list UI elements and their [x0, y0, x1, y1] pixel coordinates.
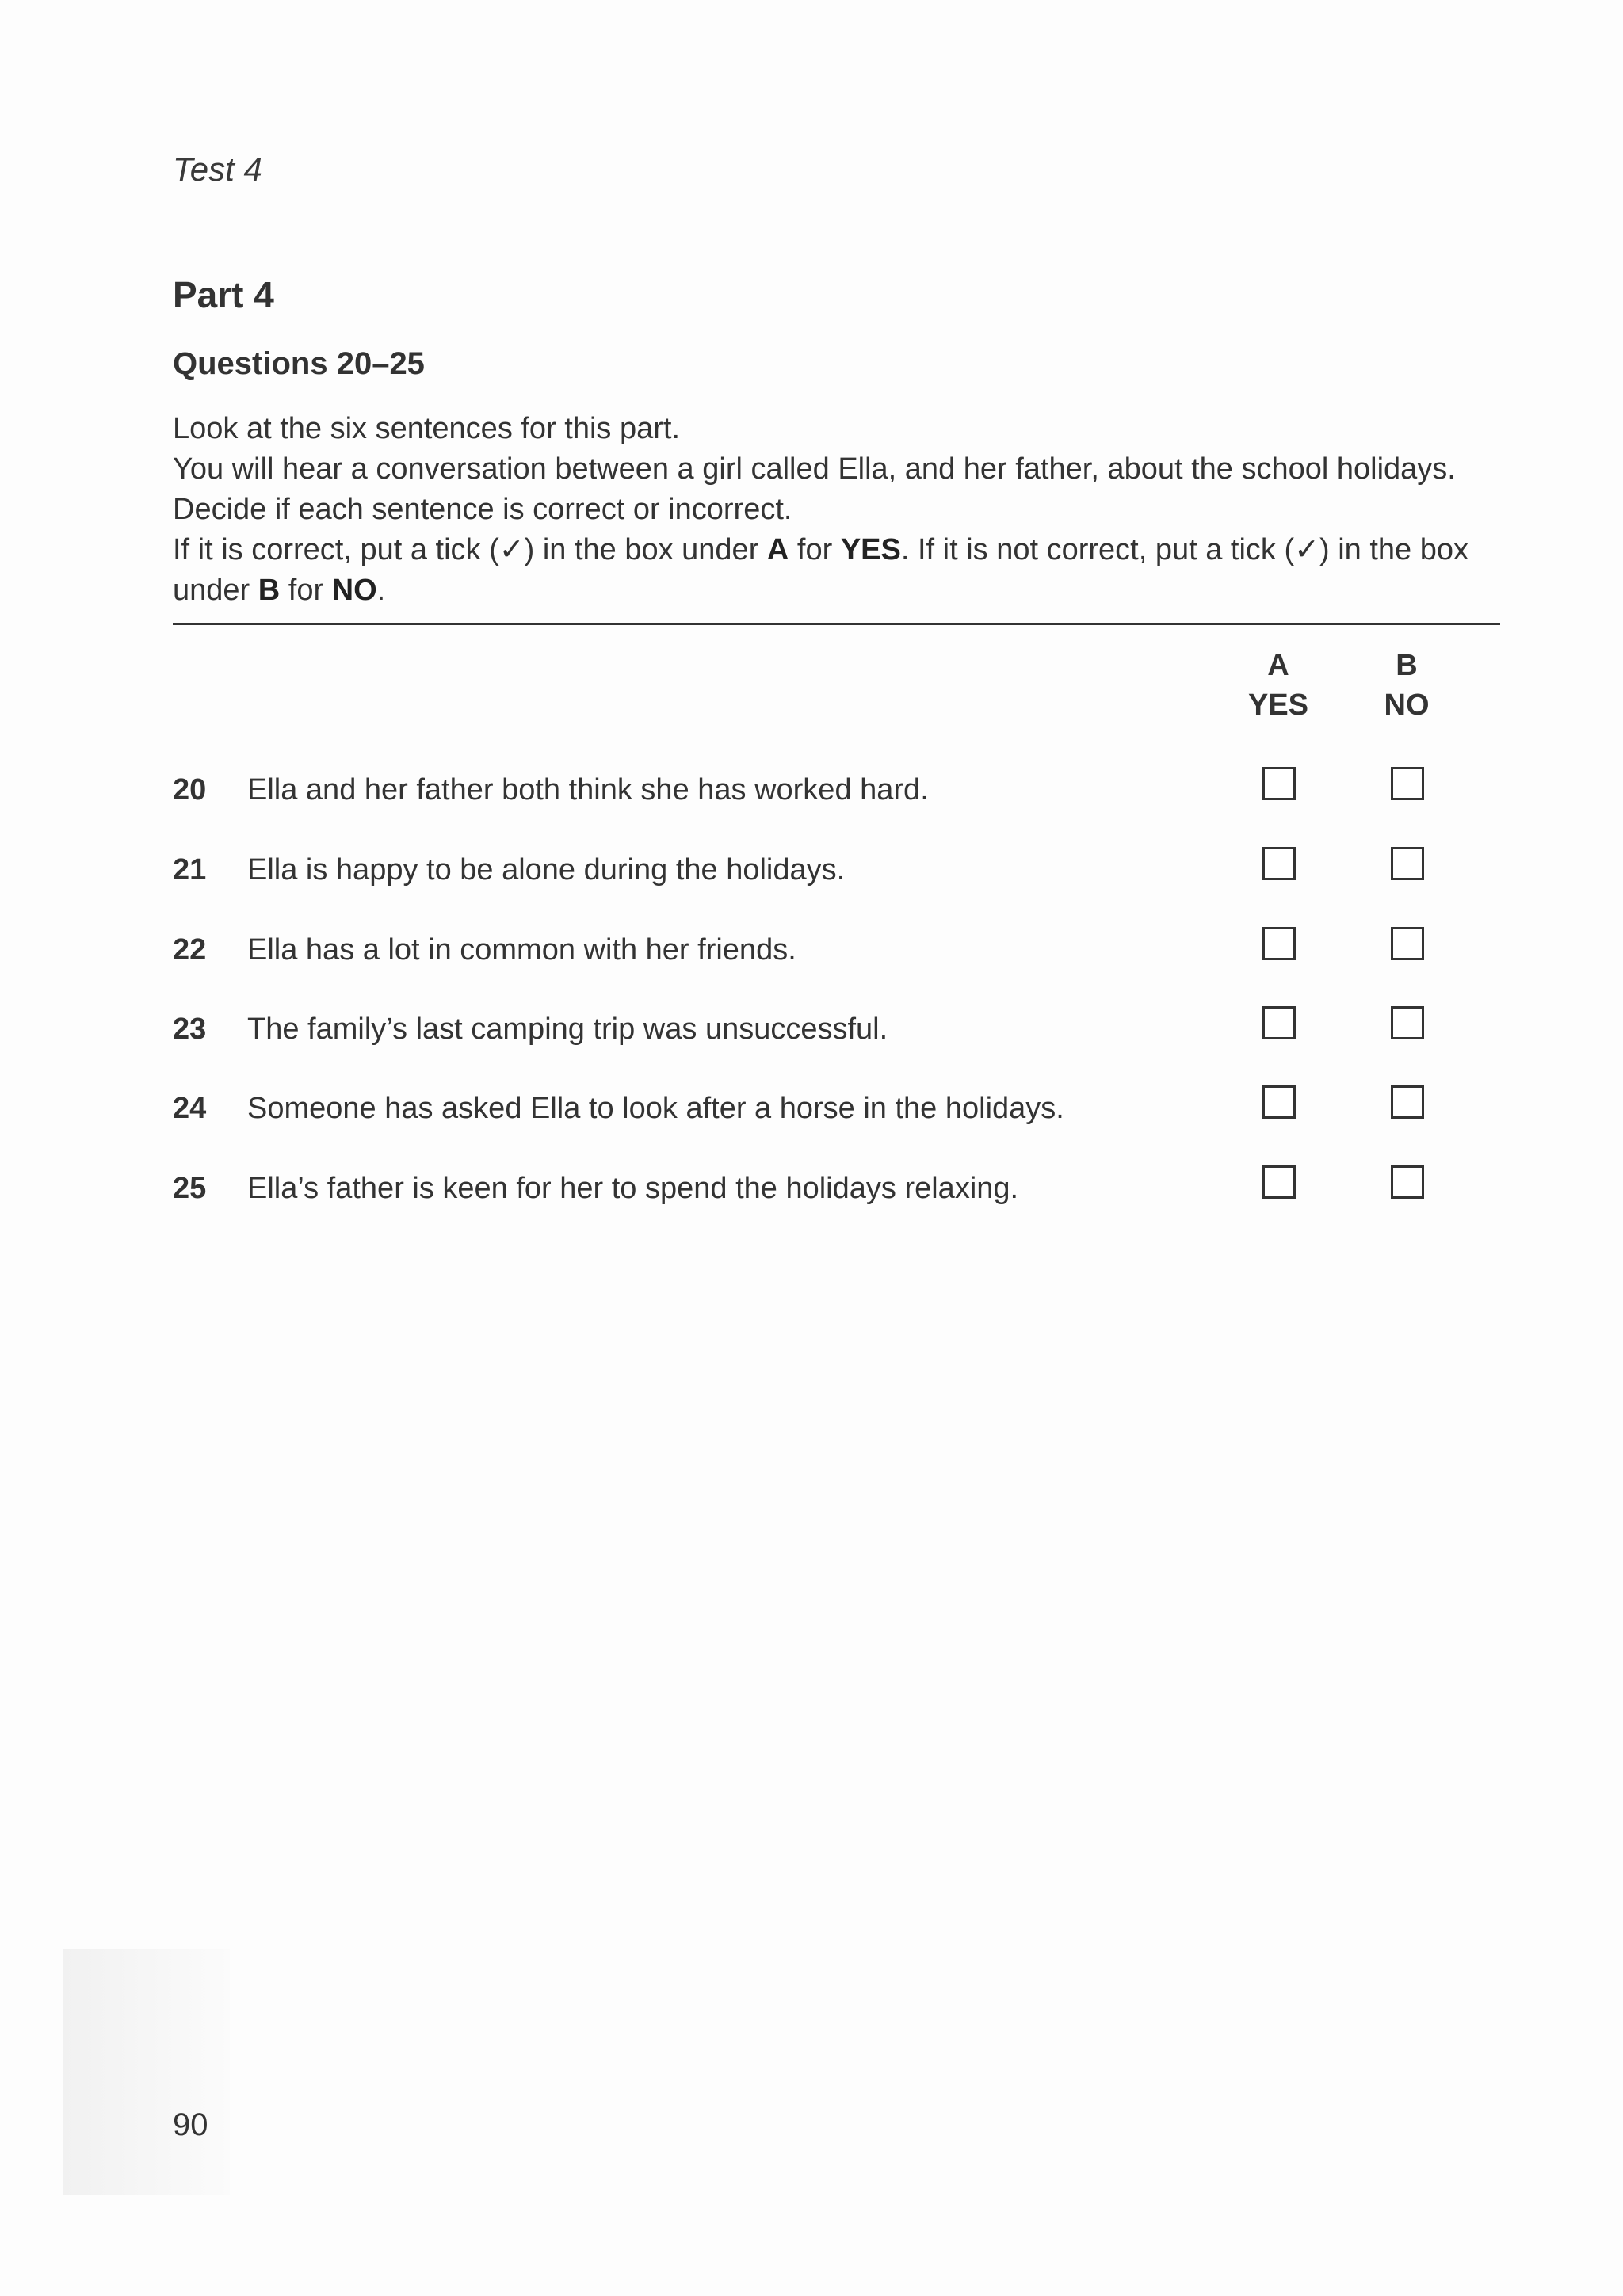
column-letter: B — [1396, 649, 1418, 682]
question-row — [0, 847, 1623, 894]
yes-checkbox[interactable] — [1262, 1006, 1296, 1039]
instruction-text: . If it is not correct, put a tick (✓) in the box under — [173, 533, 1468, 607]
question-row — [0, 767, 1623, 814]
instruction-line — [173, 530, 1520, 611]
question-row — [0, 1165, 1623, 1213]
question-number: 21 — [173, 853, 207, 887]
instruction-line: Look at the six sentences for this part. — [173, 412, 681, 445]
question-number: 22 — [173, 933, 207, 967]
instruction-text: . — [376, 574, 386, 607]
divider-rule — [173, 623, 1500, 625]
question-text: Ella’s father is keen for her to spend the holidays relaxing. — [247, 1172, 1019, 1205]
column-label: YES — [1247, 688, 1309, 722]
column-label: NO — [1384, 688, 1430, 722]
instruction-text: If it is correct, put a tick (✓) in the box under — [173, 533, 767, 566]
instructions — [173, 409, 1520, 611]
page-number: 90 — [173, 2107, 208, 2142]
question-number: 24 — [173, 1092, 207, 1125]
question-number: 23 — [173, 1013, 207, 1046]
column-header-yes — [1231, 646, 1326, 725]
no-checkbox[interactable] — [1391, 1165, 1424, 1199]
instruction-emphasis: NO — [331, 574, 377, 607]
question-text: Ella is happy to be alone during the holidays. — [247, 853, 846, 887]
question-number: 20 — [173, 773, 207, 807]
column-letter: A — [1267, 649, 1289, 682]
instruction-emphasis: B — [258, 574, 281, 607]
no-checkbox[interactable] — [1391, 927, 1424, 960]
no-checkbox[interactable] — [1391, 1006, 1424, 1039]
yes-checkbox[interactable] — [1262, 1165, 1296, 1199]
no-checkbox[interactable] — [1391, 847, 1424, 880]
instruction-text: for — [789, 533, 841, 566]
column-header-no — [1359, 646, 1454, 725]
question-number: 25 — [173, 1172, 207, 1205]
instruction-text: for — [280, 574, 332, 607]
question-text: The family’s last camping trip was unsuccessful. — [247, 1013, 888, 1046]
yes-checkbox[interactable] — [1262, 927, 1296, 960]
page-edge-shadow — [63, 1949, 230, 2195]
question-text: Ella has a lot in common with her friends. — [247, 933, 796, 967]
instruction-emphasis: A — [766, 533, 789, 566]
part-title: Part 4 — [173, 274, 274, 315]
questions-heading: Questions 20–25 — [173, 346, 425, 381]
yes-checkbox[interactable] — [1262, 1085, 1296, 1119]
no-checkbox[interactable] — [1391, 1085, 1424, 1119]
instruction-line: You will hear a conversation between a girl called Ella, and her father, about the school holidays. — [173, 452, 1456, 486]
question-text: Someone has asked Ella to look after a horse in the holidays. — [247, 1092, 1064, 1125]
instruction-emphasis: YES — [840, 533, 901, 566]
yes-checkbox[interactable] — [1262, 847, 1296, 880]
no-checkbox[interactable] — [1391, 767, 1424, 800]
question-text: Ella and her father both think she has worked hard. — [247, 773, 929, 807]
running-head: Test 4 — [173, 151, 262, 188]
instruction-line: Decide if each sentence is correct or incorrect. — [173, 493, 792, 526]
question-row — [0, 927, 1623, 974]
yes-checkbox[interactable] — [1262, 767, 1296, 800]
question-row — [0, 1085, 1623, 1133]
question-row — [0, 1006, 1623, 1054]
